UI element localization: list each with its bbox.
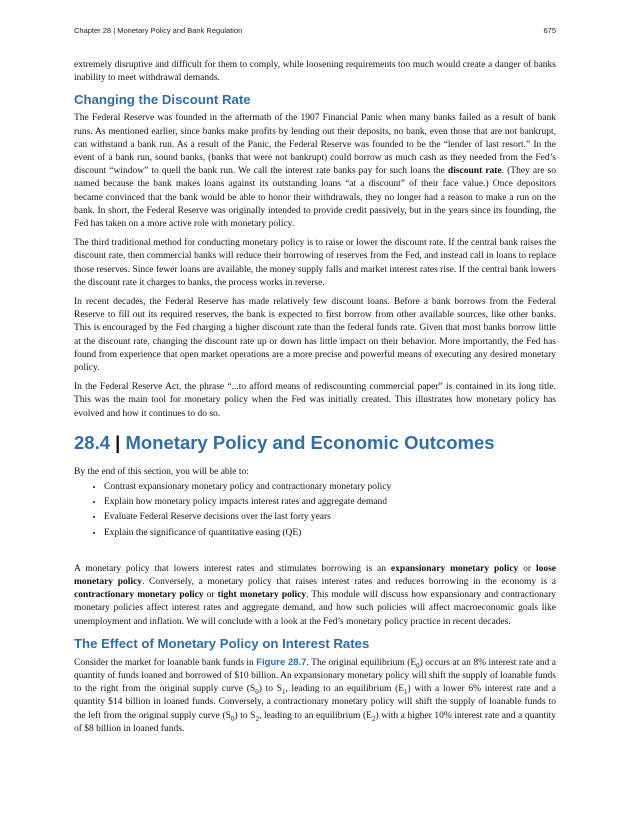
section-separator: |	[115, 431, 121, 453]
discount-paragraph-2: The third traditional method for conducting monetary policy is to raise or lower the discount rate. If the central bank raises the discount rate, then commercial banks will reduce their borrowing of reserves from the Fed, and instead call in loans to replace those reserves. Since fewer loans are available, the money supply falls and market interest rates rise. If the central bank lowers the discount rate it charges to banks, the process works in reverse.	[74, 238, 556, 288]
key-term-tight: tight monetary policy	[217, 590, 307, 601]
section-number: 28.4	[74, 431, 111, 453]
key-term-discount-rate: discount rate	[447, 166, 502, 177]
discount-paragraph-1: The Federal Reserve was founded in the aftermath of the 1907 Financial Panic when many banks failed as a result of bank runs. As mentioned earlier, since banks make profits by lending out their deposits, no bank, even those that are not bankrupt, can withstand a bank run. As a result of the Panic, the Federal Reserve was founded to be the “lender of last resort.” In the event of a bank run, sound banks, (banks that were not bankrupt) could borrow as much cash as they needed from the Fed’s discount “window” to quell the bank run. We call the interest rate banks pay for such loans the discount rate. (They are so named because the bank makes loans against its outstanding loans “at a discount” of their face value.) Once depositors became convinced that the bank would be able to honor their withdrawals, they no longer had a reason to make a run on the bank. In short, the Federal Reserve was originally intended to provide credit passively, but in the years since its founding, the Fed has taken on a more active role with monetary policy.	[74, 113, 557, 230]
page-body	[74, 59, 556, 742]
discount-paragraph-4: In the Federal Reserve Act, the phrase “...to afford means of rediscounting commercial paper” is contained in its long title. This was the main tool for monetary policy when the Fed was initially created. This illustrates how monetary policy has evolved and how it continues to do so.	[74, 382, 556, 419]
chapter-title: Chapter 28 | Monetary Policy and Bank Regulation	[74, 26, 243, 35]
interest-rates-heading: The Effect of Monetary Policy on Interest Rates	[74, 635, 370, 651]
discount-paragraph-3: In recent decades, the Federal Reserve has made relatively few discount loans. Before a bank borrows from the Federal Reserve to fill out its required reserves, the bank is expected to first borrow from other available sources, like other banks. This is encouraged by the Fed charging a higher discount rate than the federal funds rate. Given that most banks borrow little at the discount rate, changing the discount rate up or down has little impact on their behavior. More importantly, the Fed has found from experience that open market operations are a more precise and powerful means of executing any desired monetary policy.	[74, 297, 556, 374]
spacer	[74, 542, 556, 563]
interest-rates-paragraph: Consider the market for loanable bank funds in Figure 28.7. The original equilibrium $(E_0)$ occurs at an 8% interest rate and a quantity of funds loaned and borrowed of $10 billion. An expansionary monetary policy will shift the supply of loanable funds to the right from the original supply curve $(S_0)$ to $S_1$, leading to an equilibrium $(E_1)$ with a lower 6% interest rate and a quantity $14 billion in loaned funds. Conversely, a contractionary monetary policy will shift the supply of loanable funds to the left from the original supply curve $(S_0)$ to $S_2$, leading to an equilibrium $(E_2)$ with a higher 10% interest rate and a quantity of $8 billion in loaned funds.	[74, 656, 556, 734]
figure-link[interactable]: Figure 28.7	[256, 656, 307, 668]
objectives-intro: By the end of this section, you will be able to:	[74, 466, 249, 477]
key-term-contractionary: contractionary monetary policy	[74, 590, 204, 601]
objective-item: • Contrast expansionary monetary policy and contractionary monetary policy	[104, 481, 556, 494]
policy-definition-paragraph: A monetary policy that lowers interest rates and stimulates borrowing is an expansionary monetary policy or loose monetary policy. Conversely, a monetary policy that raises interest rates and reduces borrowing in the economy is a contractionary monetary policy or tight monetary policy. This module will discuss how expansionary and contractionary monetary policies affect interest rates and aggregate demand, and how such policies will affect macroeconomic goals like unemployment and inflation. We will conclude with a look at the Fed’s monetary policy practice in recent decades.	[74, 563, 557, 627]
objective-item: • Evaluate Federal Reserve decisions over the last forty years	[104, 511, 556, 524]
running-header	[74, 26, 556, 35]
key-term-loose: loose monetary policy	[74, 563, 556, 588]
objectives-list	[74, 481, 556, 540]
section-title: Monetary Policy and Economic Outcomes	[125, 431, 495, 453]
objective-item: • Explain how monetary policy impacts interest rates and aggregate demand	[104, 496, 556, 509]
section-heading	[74, 432, 556, 454]
objective-item: • Explain the significance of quantitative easing (QE)	[104, 527, 556, 540]
discount-rate-heading: Changing the Discount Rate	[74, 92, 251, 108]
page-number: 675	[543, 26, 556, 35]
continued-paragraph: extremely disruptive and difficult for them to comply, while loosening requirements too much would create a danger of banks inability to meet withdrawal demands.	[74, 60, 556, 84]
key-term-expansionary: expansionary monetary policy	[390, 563, 519, 574]
learning-objectives	[74, 466, 556, 540]
